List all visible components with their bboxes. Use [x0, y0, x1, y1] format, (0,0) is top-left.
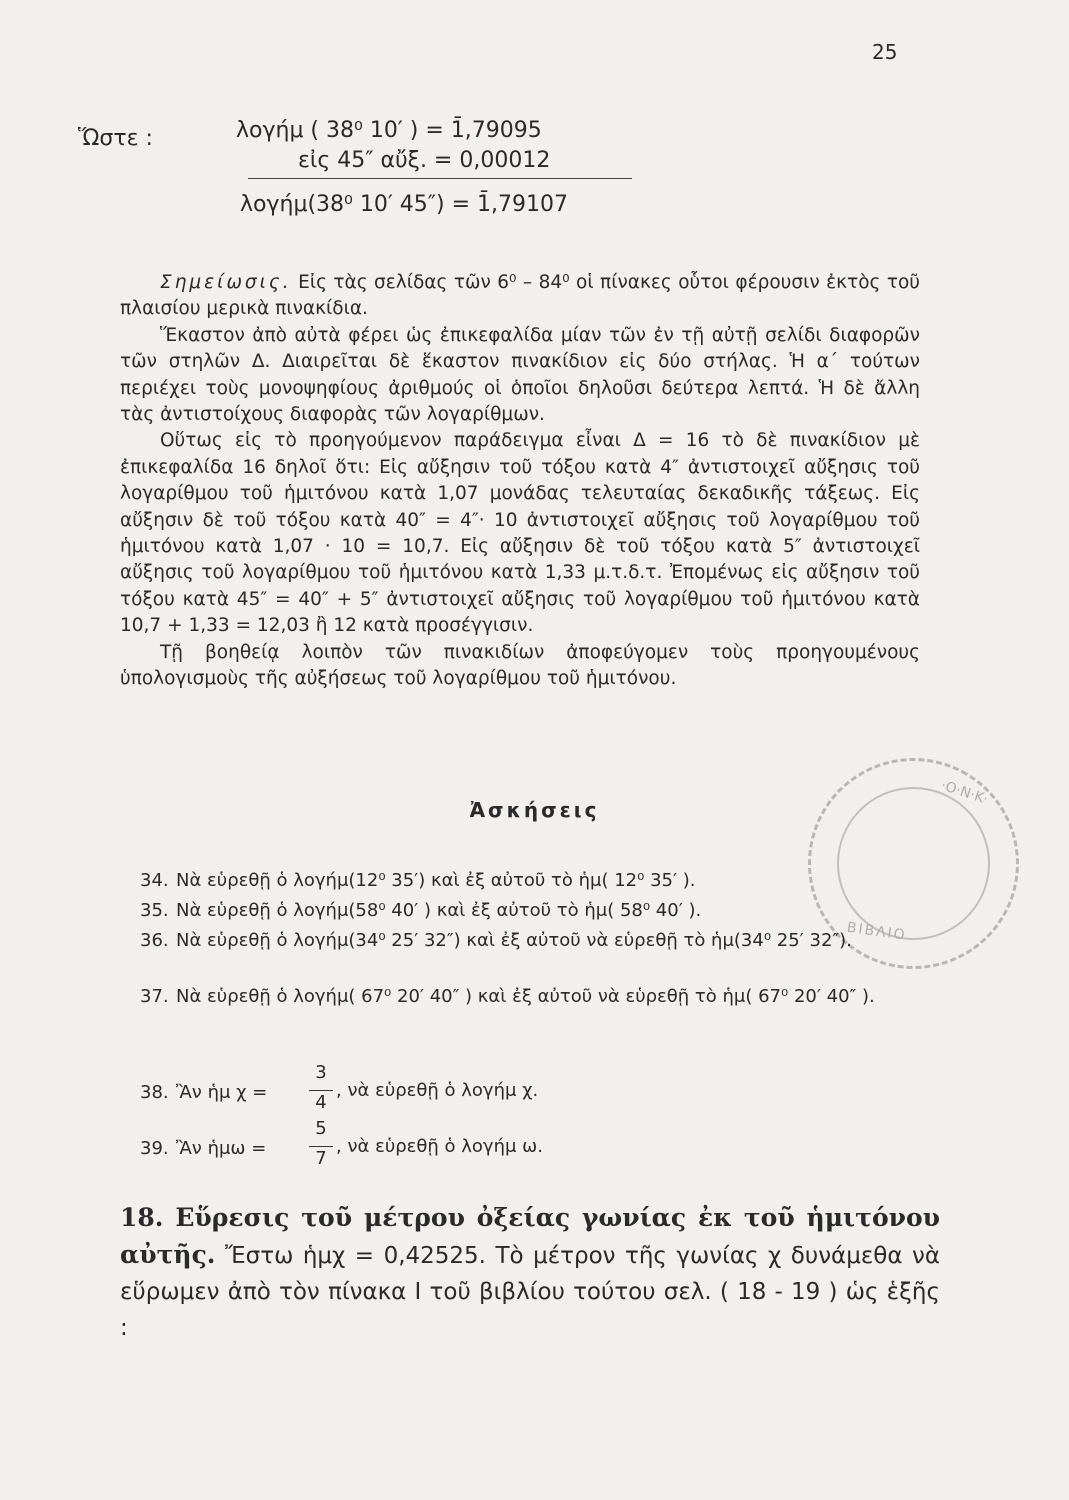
exercises-heading: Ἀσκήσεις: [469, 798, 600, 822]
note-paragraph-4: Τῇ βοηθείᾳ λοιπὸν τῶν πινακιδίων ἀποφεύγομεν τοὺς προηγουμένους ὑπολογισμοὺς τῆς αὐξήσεως τοῦ λογαρίθμου τοῦ ἡμιτόνου.: [120, 641, 920, 690]
exercise-38: 38. Ἂν ἡμ χ = 3 4 , νὰ εὑρεθῇ ὁ λογήμ χ.: [140, 1062, 539, 1113]
note-text: [120, 270, 920, 693]
calc-sum-rule: [248, 178, 632, 179]
calc-line-3: λογήμ(38⁰ 10′ 45″) = 1̄,79107: [240, 192, 569, 217]
library-stamp: ·Ο·Ν·Κ· ΒΙΒΛΙΟ: [771, 721, 1056, 1006]
page-number: 25: [872, 40, 898, 64]
ex39-denominator: 7: [315, 1148, 327, 1169]
calc-lead: Ὥστε :: [78, 126, 153, 151]
note-paragraph-1: Εἰς τὰς σελίδας τῶν 6⁰ – 84⁰ οἱ πίνακες οὗτοι φέρουσιν ἐκτὸς τοῦ πλαισίου μερικὰ πινακίδια.: [120, 272, 920, 320]
exercise-39: 39. Ἂν ἡμω = 5 7 , νὰ εὑρεθῇ ὁ λογήμ ω.: [140, 1118, 543, 1169]
exercise-34: 34. Νὰ εὑρεθῇ ὁ λογήμ(12⁰ 35′) καὶ ἐξ αὐτοῦ τὸ ἡμ( 12⁰ 35′ ).: [140, 870, 696, 891]
ex38-denominator: 4: [315, 1092, 327, 1113]
note-paragraph-2: Ἕκαστον ἀπὸ αὐτὰ φέρει ὡς ἐπικεφαλίδα μίαν τῶν ἐν τῇ αὐτῇ σελίδι διαφορῶν τῶν στηλῶν Δ. Διαιρεῖται δὲ ἕκαστον πινακίδιον εἰς δύο στήλας. Ἡ α΄ τούτων περιέχει τοὺς μονοψηφίους ἀριθμούς οἱ ὁποῖοι δηλοῦσι δεύτερα λεπτά. Ἡ δὲ ἄλλη τὰς ἀντιστοίχους διαφορὰς τῶν λογαρίθμων.: [120, 324, 920, 426]
ex39-numerator: 5: [315, 1118, 327, 1139]
calc-line-2: εἰς 45″ αὔξ. = 0,00012: [298, 148, 551, 173]
exercise-36: 36. Νὰ εὑρεθῇ ὁ λογήμ(34⁰ 25′ 32″) καὶ ἐξ αὐτοῦ νὰ εὑρεθῇ τὸ ἡμ(34⁰ 25′ 32″).: [140, 930, 852, 951]
exercise-35: 35. Νὰ εὑρεθῇ ὁ λογήμ(58⁰ 40′ ) καὶ ἐξ αὐτοῦ τὸ ἡμ( 58⁰ 40′ ).: [140, 900, 702, 921]
section-title: 18. Εὕρεσις τοῦ μέτρου ὀξείας γωνίας ἐκ τοῦ ἡμιτόνου αὐτῆς.: [120, 1203, 940, 1269]
calc-line-1: λογήμ ( 38⁰ 10′ ) = 1̄,79095: [236, 118, 542, 143]
section-text: Ἔστω ἡμχ = 0,42525. Τὸ μέτρον τῆς γωνίας χ δυνάμεθα νὰ εὕρωμεν ἀπὸ τὸν πίνακα I τοῦ βιβλίου τούτου σελ. ( 18 - 19 ) ὡς ἑξῆς :: [120, 1243, 940, 1341]
exercise-37: 37. Νὰ εὑρεθῇ ὁ λογήμ( 67⁰ 20′ 40″ ) καὶ ἐξ αὐτοῦ νὰ εὑρεθῇ τὸ ἡμ( 67⁰ 20′ 40″ ).: [140, 986, 875, 1007]
note-paragraph-3: Οὕτως εἰς τὸ προηγούμενον παράδειγμα εἶναι Δ = 16 τὸ δὲ πινακίδιον μὲ ἐπικεφαλίδα 16 δηλοῖ ὅτι: Εἰς αὔξησιν τοῦ τόξου κατὰ 4″ ἀντιστοιχεῖ αὔξησις τοῦ λογαρίθμου τοῦ ἡμιτόνου κατὰ 1,07 μονάδας τελευταίας δεκαδικῆς τάξεως. Εἰς αὔξησιν δὲ τοῦ τόξου κατὰ 40″ = 4″· 10 ἀντιστοιχεῖ αὔξησις τοῦ λογαρίθμου τοῦ ἡμιτόνου κατὰ 1,07 · 10 = 10,7. Εἰς αὔξησιν δὲ τοῦ τόξου κατὰ 5″ ἀντιστοιχεῖ αὔξησις τοῦ λογαρίθμου τοῦ ἡμιτόνου κατὰ 1,33 μ.τ.δ.τ. Ἐπομένως εἰς αὔξησιν τοῦ τόξου κατὰ 45″ = 40″ + 5″ ἀντιστοιχεῖ αὔξησις τοῦ λογαρίθμου τοῦ ἡμιτόνου κατὰ 10,7 + 1,33 = 12,03 ἢ 12 κατὰ προσέγγισιν.: [120, 430, 920, 637]
note-heading: Σημείωσις.: [160, 272, 292, 293]
section-18: [120, 1200, 940, 1346]
ex38-numerator: 3: [315, 1062, 327, 1083]
